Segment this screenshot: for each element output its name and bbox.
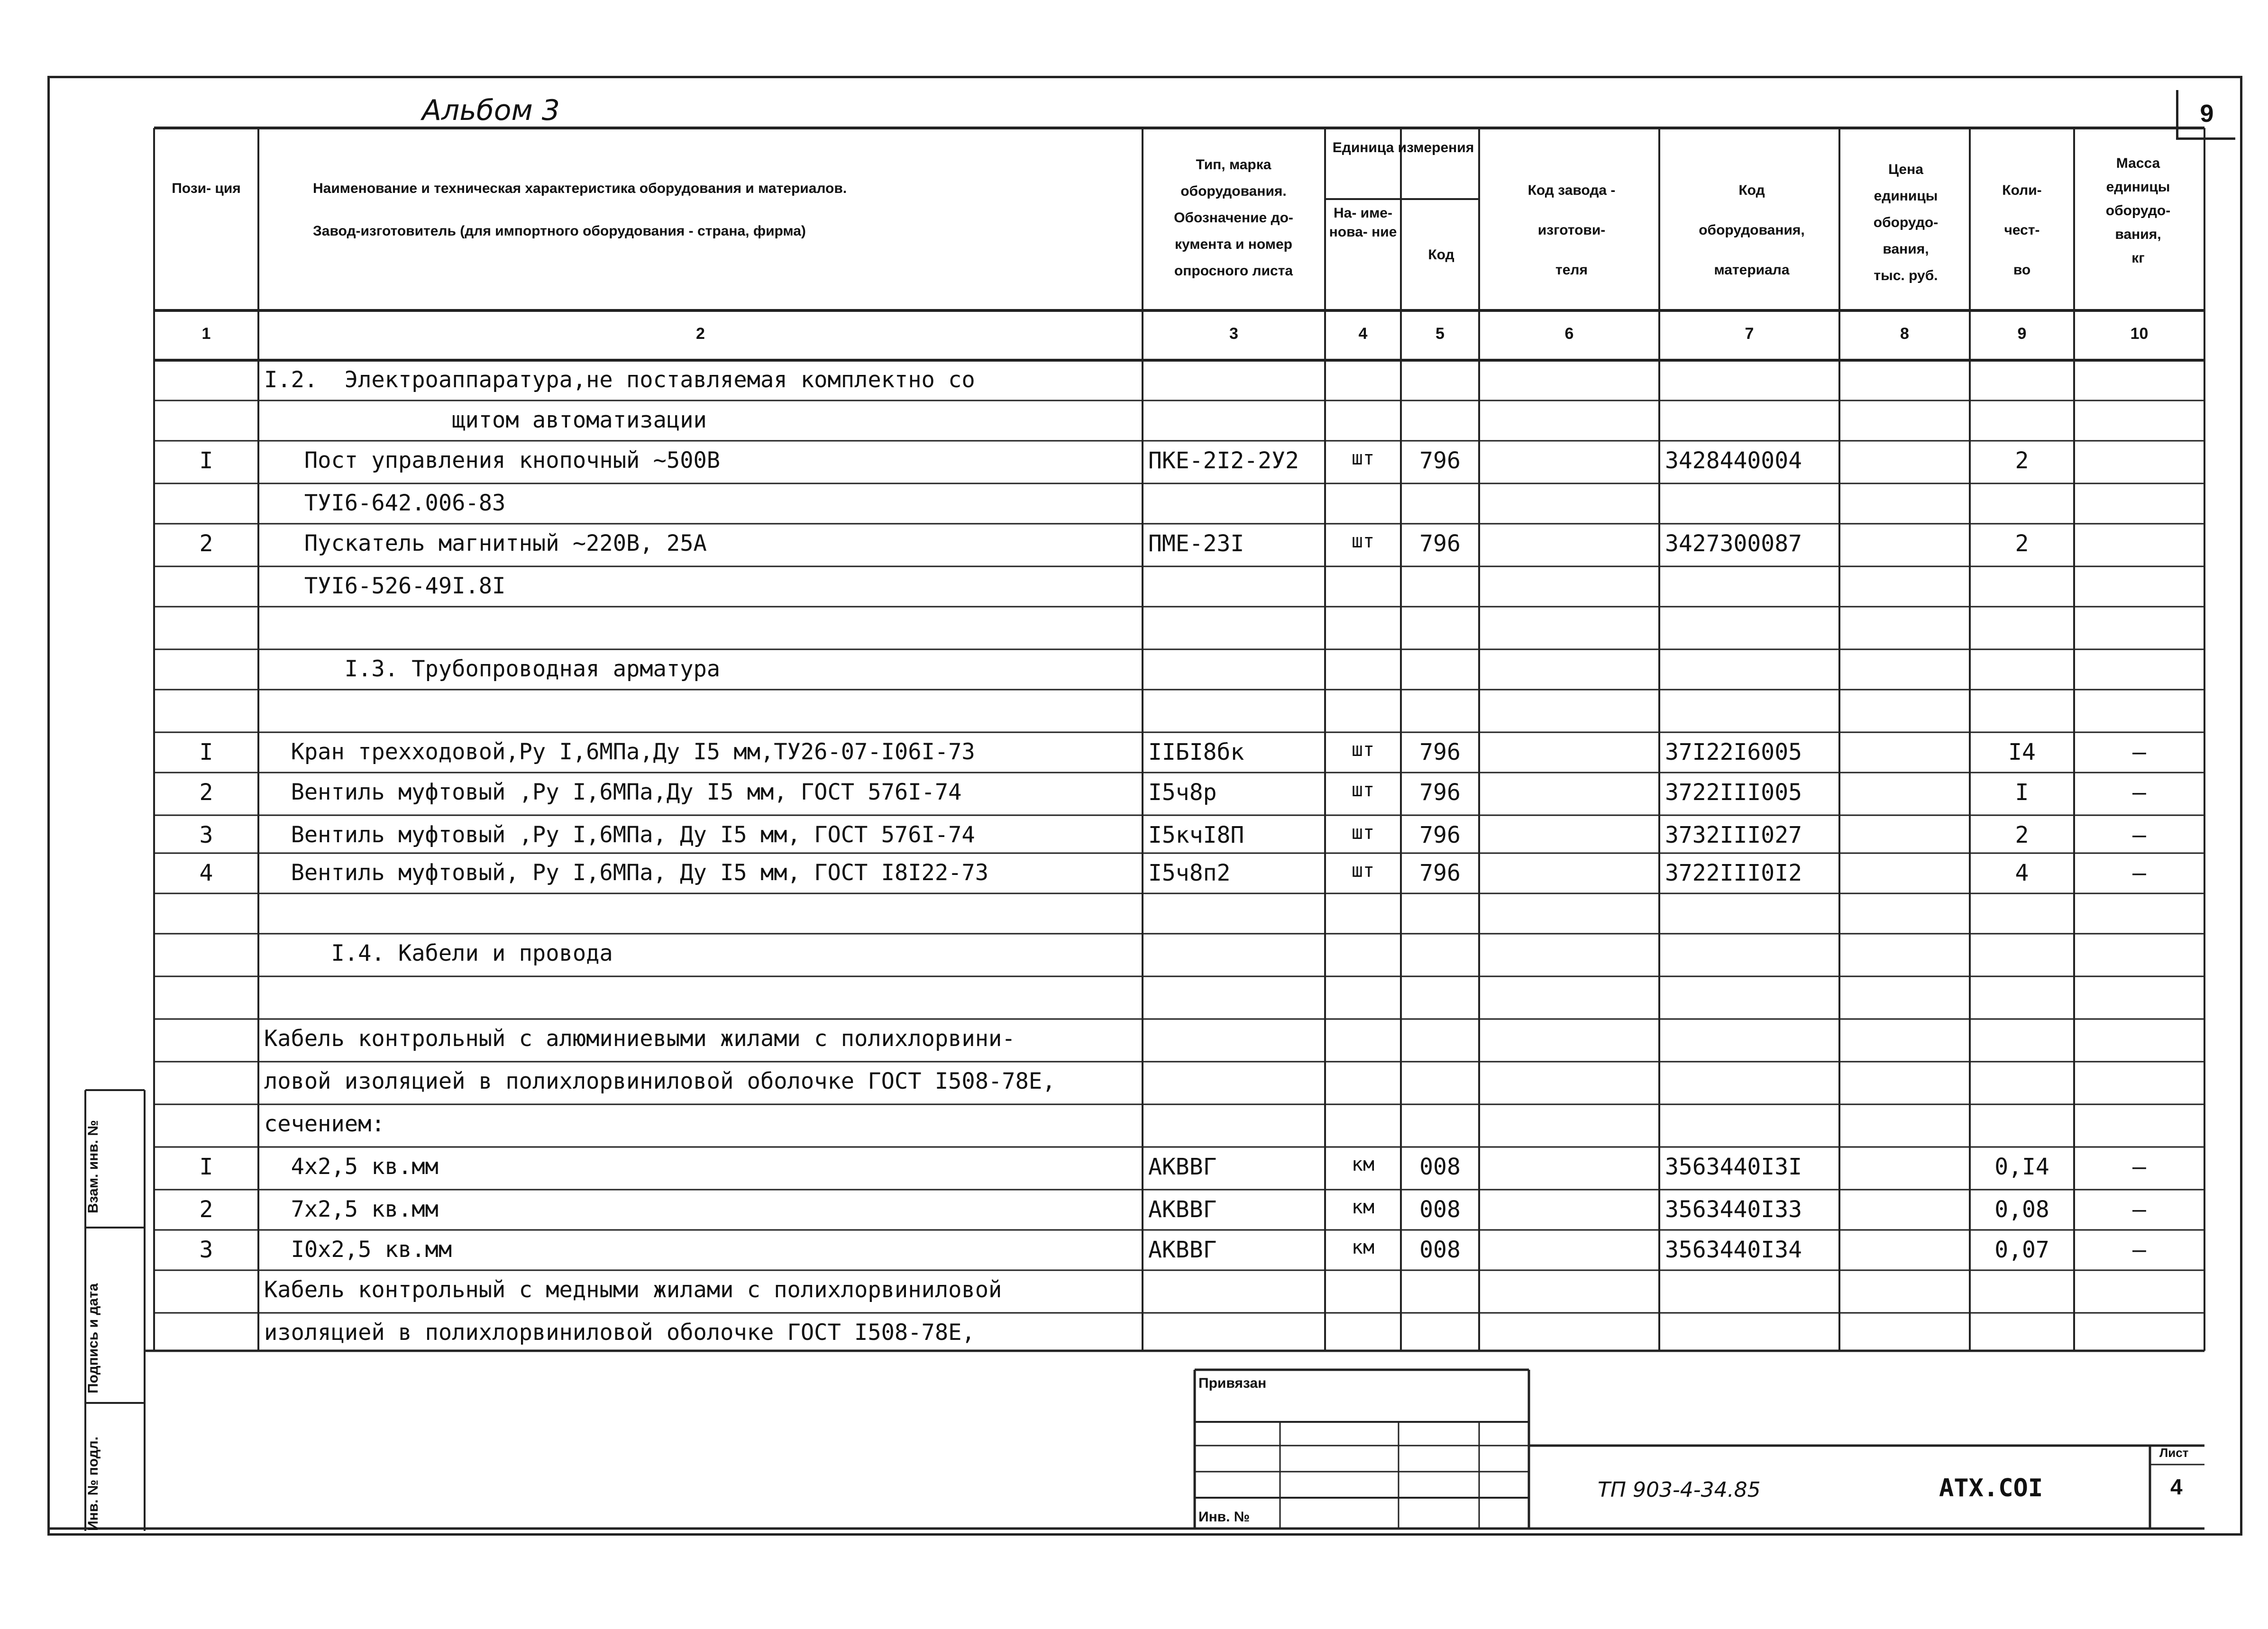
row-name: Вентиль муфтовый, Ру I,6МПа, Ду I5 мм, ГОСТ I8I22-73 <box>264 860 989 886</box>
row-unit-code: 796 <box>1419 530 1461 557</box>
stamp-privyazan: Привязан <box>1198 1375 1267 1391</box>
header-eqcode-l3: материала <box>1714 262 1790 278</box>
row-equipment-code: 3563440I33 <box>1665 1196 1802 1223</box>
header-equipment-code <box>1664 171 1839 290</box>
row-position: 3 <box>199 822 213 848</box>
row-name: сечением: <box>264 1111 385 1137</box>
header-unit-code: Код <box>1428 247 1454 263</box>
row-quantity: 2 <box>2015 447 2029 474</box>
row-name: ТУI6-526-49I.8I <box>264 573 506 599</box>
row-quantity: 0,I4 <box>1994 1154 2049 1180</box>
row-type: АКВВГ <box>1148 1237 1217 1263</box>
header-type-l2: оборудования. <box>1180 183 1287 199</box>
header-name-line1: Наименование и техническая характеристика оборудования и материалов. <box>313 181 847 196</box>
row-position: 2 <box>199 779 213 806</box>
header-type-l3: Обозначение до- <box>1174 210 1293 226</box>
row-unit-code: 008 <box>1419 1154 1461 1180</box>
column-number: 3 <box>1229 325 1238 343</box>
header-qty-l1: Коли- <box>2002 182 2042 198</box>
row-unit: км <box>1351 1237 1375 1258</box>
row-name: Пост управления кнопочный ~500В <box>264 447 721 473</box>
stamp-doc-code: ТП 903-4-34.85 <box>1598 1478 1761 1502</box>
row-mass: – <box>2132 1154 2146 1180</box>
header-qty-l2: чест- <box>2004 222 2040 238</box>
row-name: Кабель контрольный с медными жилами с полихлорвиниловой <box>264 1277 1002 1303</box>
column-number: 2 <box>696 325 705 343</box>
header-price-l3: оборудо- <box>1873 215 1939 230</box>
row-equipment-code: 3722III0I2 <box>1665 860 1802 886</box>
stamp-doc-mark: АТХ.COI <box>1939 1474 2043 1502</box>
row-quantity: I4 <box>2008 739 2036 765</box>
header-mass-l4: вания, <box>2115 227 2161 242</box>
row-equipment-code: 3732III027 <box>1665 822 1802 848</box>
header-quantity <box>1972 171 2072 290</box>
row-equipment-code: 3427300087 <box>1665 530 1802 557</box>
row-type: I5кчI8П <box>1148 822 1244 848</box>
column-number: 8 <box>1900 325 1909 343</box>
header-type-l5: опросного листа <box>1174 263 1293 279</box>
album-label: Альбом 3 <box>422 94 560 127</box>
row-quantity: 2 <box>2015 530 2029 557</box>
column-number: 7 <box>1745 325 1754 343</box>
column-number: 9 <box>2017 325 2027 343</box>
row-equipment-code: 3722III005 <box>1665 779 1802 806</box>
row-position: I <box>199 1154 213 1180</box>
row-position: 2 <box>199 530 213 557</box>
row-mass: – <box>2132 739 2146 765</box>
row-name: 7х2,5 кв.мм <box>264 1196 439 1222</box>
header-mass-l1: Масса <box>2116 155 2160 171</box>
row-unit: шт <box>1351 860 1375 882</box>
header-mass <box>2076 152 2200 270</box>
row-type: ПМЕ-23I <box>1148 530 1244 557</box>
row-type: IIБI8бк <box>1148 739 1244 765</box>
row-type: ПКЕ-2I2-2У2 <box>1148 447 1299 474</box>
row-mass: – <box>2132 1237 2146 1263</box>
header-mass-l5: кг <box>2131 250 2145 266</box>
row-type: АКВВГ <box>1148 1154 1217 1180</box>
header-price-l4: вания, <box>1883 241 1929 257</box>
header-price-l2: единицы <box>1874 188 1938 204</box>
row-equipment-code: 3563440I34 <box>1665 1237 1802 1263</box>
header-type <box>1143 152 1324 284</box>
row-type: I5ч8п2 <box>1148 860 1231 886</box>
header-type-l1: Тип, марка <box>1196 157 1271 173</box>
page-number: 9 <box>2176 90 2235 140</box>
column-number: 4 <box>1358 325 1368 343</box>
header-factory-code <box>1484 171 1659 290</box>
row-name: I.4. Кабели и провода <box>264 940 613 966</box>
header-position: Пози- ция <box>172 181 241 196</box>
side-label-podpis: Подпись и дата <box>85 1283 101 1393</box>
header-price-l1: Цена <box>1888 162 1923 177</box>
row-name: I.2. Электроаппаратура,не поставляемая комплектно со <box>264 367 975 393</box>
row-quantity: 0,07 <box>1994 1237 2049 1263</box>
row-name: ТУI6-642.006-83 <box>264 490 506 516</box>
row-quantity: I <box>2015 779 2029 806</box>
column-number: 5 <box>1436 325 1445 343</box>
stamp-sheet-number: 4 <box>2170 1474 2183 1499</box>
row-mass: – <box>2132 779 2146 806</box>
row-unit-code: 008 <box>1419 1196 1461 1223</box>
row-quantity: 2 <box>2015 822 2029 848</box>
row-quantity: 4 <box>2015 860 2029 886</box>
header-eqcode-l2: оборудования, <box>1699 222 1805 238</box>
header-factory-l3: теля <box>1555 262 1588 278</box>
header-price-l5: тыс. руб. <box>1874 268 1938 283</box>
side-label-inv-podl: Инв. № подл. <box>85 1436 101 1531</box>
row-position: I <box>199 739 213 765</box>
row-unit-code: 796 <box>1419 739 1461 765</box>
row-unit: шт <box>1351 822 1375 844</box>
row-unit: шт <box>1351 779 1375 801</box>
row-name: Пускатель магнитный ~220В, 25А <box>264 530 707 556</box>
stamp-sheet-label: Лист <box>2159 1446 2189 1460</box>
row-equipment-code: 3563440I3I <box>1665 1154 1802 1180</box>
header-mass-l3: оборудо- <box>2105 203 2171 218</box>
header-price <box>1844 156 1967 289</box>
row-mass: – <box>2132 1196 2146 1223</box>
row-name: Вентиль муфтовый ,Ру I,6МПа,Ду I5 мм, ГОСТ 576I-74 <box>264 779 962 805</box>
row-type: АКВВГ <box>1148 1196 1217 1223</box>
header-type-l4: кумента и номер <box>1174 237 1293 252</box>
row-name: Кран трехходовой,Ру I,6МПа,Ду I5 мм,ТУ26-07-I06I-73 <box>264 739 975 765</box>
row-name: Вентиль муфтовый ,Ру I,6МПа, Ду I5 мм, ГОСТ 576I-74 <box>264 822 975 848</box>
row-position: 3 <box>199 1237 213 1263</box>
row-type: I5ч8р <box>1148 779 1217 806</box>
row-unit: км <box>1351 1154 1375 1175</box>
header-unit-name: На- име- нова- ние <box>1329 205 1397 240</box>
row-unit: км <box>1351 1196 1375 1218</box>
row-unit-code: 796 <box>1419 860 1461 886</box>
column-number: 6 <box>1564 325 1574 343</box>
row-name: ловой изоляцией в полихлорвиниловой оболочке ГОСТ I508-78Е, <box>264 1068 1056 1094</box>
header-unit-group: Единица измерения <box>1332 140 1474 155</box>
row-name: I0х2,5 кв.мм <box>264 1237 452 1263</box>
row-name: щитом автоматизации <box>264 407 707 433</box>
row-position: 2 <box>199 1196 213 1223</box>
header-factory-l2: изготови- <box>1537 222 1606 238</box>
row-unit-code: 796 <box>1419 779 1461 806</box>
row-unit-code: 796 <box>1419 447 1461 474</box>
row-unit-code: 796 <box>1419 822 1461 848</box>
stamp-inv-no: Инв. № <box>1198 1509 1250 1525</box>
column-number: 1 <box>201 325 211 343</box>
header-name-line2: Завод-изготовитель (для импортного оборудования - страна, фирма) <box>313 223 806 239</box>
row-unit: шт <box>1351 530 1375 552</box>
row-unit-code: 008 <box>1419 1237 1461 1263</box>
header-mass-l2: единицы <box>2106 179 2170 195</box>
row-mass: – <box>2132 822 2146 848</box>
row-unit: шт <box>1351 739 1375 761</box>
row-equipment-code: 37I22I6005 <box>1665 739 1802 765</box>
row-mass: – <box>2132 860 2146 886</box>
column-number: 10 <box>2130 325 2149 343</box>
row-name: Кабель контрольный с алюминиевыми жилами с полихлорвини- <box>264 1026 1015 1052</box>
header-qty-l3: во <box>2013 262 2031 278</box>
row-position: 4 <box>199 860 213 886</box>
row-name: 4х2,5 кв.мм <box>264 1154 439 1180</box>
side-label-vzam: Взам. инв. № <box>85 1120 101 1213</box>
header-eqcode-l1: Код <box>1738 182 1765 198</box>
row-name: изоляцией в полихлорвиниловой оболочке ГОСТ I508-78Е, <box>264 1320 975 1346</box>
row-name: I.3. Трубопроводная арматура <box>264 656 721 682</box>
row-position: I <box>199 447 213 474</box>
row-unit: шт <box>1351 447 1375 469</box>
row-equipment-code: 3428440004 <box>1665 447 1802 474</box>
row-quantity: 0,08 <box>1994 1196 2049 1223</box>
header-factory-l1: Код завода - <box>1527 182 1616 198</box>
